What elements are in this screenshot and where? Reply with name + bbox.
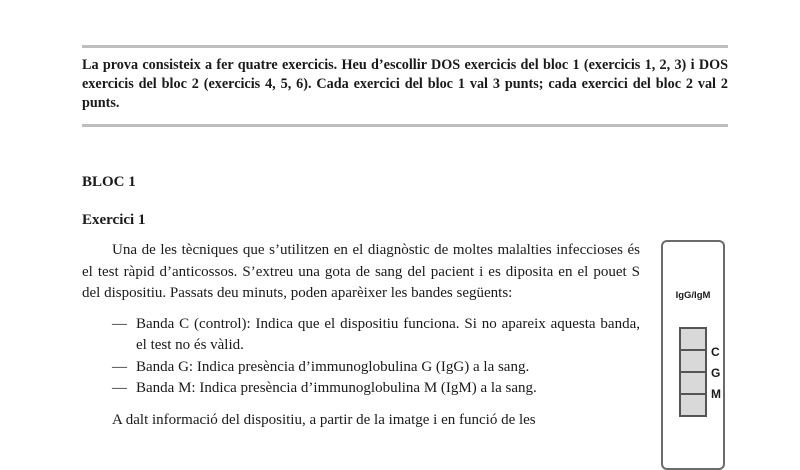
exam-instructions: La prova consisteix a fer quatre exercicis. Heu d’escollir DOS exercicis del bloc 1 (exercicis 1, 2, 3) i DOS exercicis del bloc 2 (exercicis 4, 5, 6). Cada exercici del bloc 1 val 3 punts; cada exercici del bloc 2 val 2 punts. — [82, 57, 728, 111]
band-line-g — [681, 371, 705, 373]
exercise-heading: Exercici 1 — [82, 212, 146, 228]
bullet-text: Banda M: Indica presència d’immunoglobulina M (IgM) a la sang. — [136, 380, 537, 396]
intro-paragraph: Una de les tècniques que s’utilitzen en el diagnòstic de moltes malalties infeccioses és el test ràpid d’anticossos. S’extreu una gota de sang del pacient i es diposita en el pouet S del dispositiu. Passats deu minuts, poden aparèixer les bandes següents: — [82, 242, 640, 301]
bloc-heading: BLOC 1 — [82, 174, 136, 190]
bullet-band-g — [82, 357, 640, 379]
bullet-dash: — — [112, 380, 127, 396]
band-line-c — [681, 349, 705, 351]
bullet-band-c — [82, 314, 640, 357]
bullet-dash: — — [112, 358, 127, 375]
top-rule — [82, 45, 728, 48]
bottom-rule — [82, 124, 728, 127]
device-label: IgG/IgM — [675, 290, 711, 301]
bullet-band-m — [82, 378, 640, 400]
test-result-window — [679, 327, 707, 417]
band-letter-m: M — [711, 387, 721, 401]
exercise-body — [82, 240, 640, 431]
bullet-text: Banda G: Indica presència d’immunoglobulina G (IgG) a la sang. — [136, 358, 530, 375]
band-letter-g: G — [711, 366, 721, 380]
next-paragraph: A dalt informació del dispositiu, a partir de la imatge i en funció de les — [112, 411, 536, 428]
bullet-dash: — — [112, 315, 127, 332]
bullet-text: Banda C (control): Indica que el dispositiu funciona. Si no apareix aquesta banda, el test no és vàlid. — [136, 315, 640, 353]
band-line-m — [681, 393, 705, 395]
band-letter-c: C — [711, 345, 720, 359]
